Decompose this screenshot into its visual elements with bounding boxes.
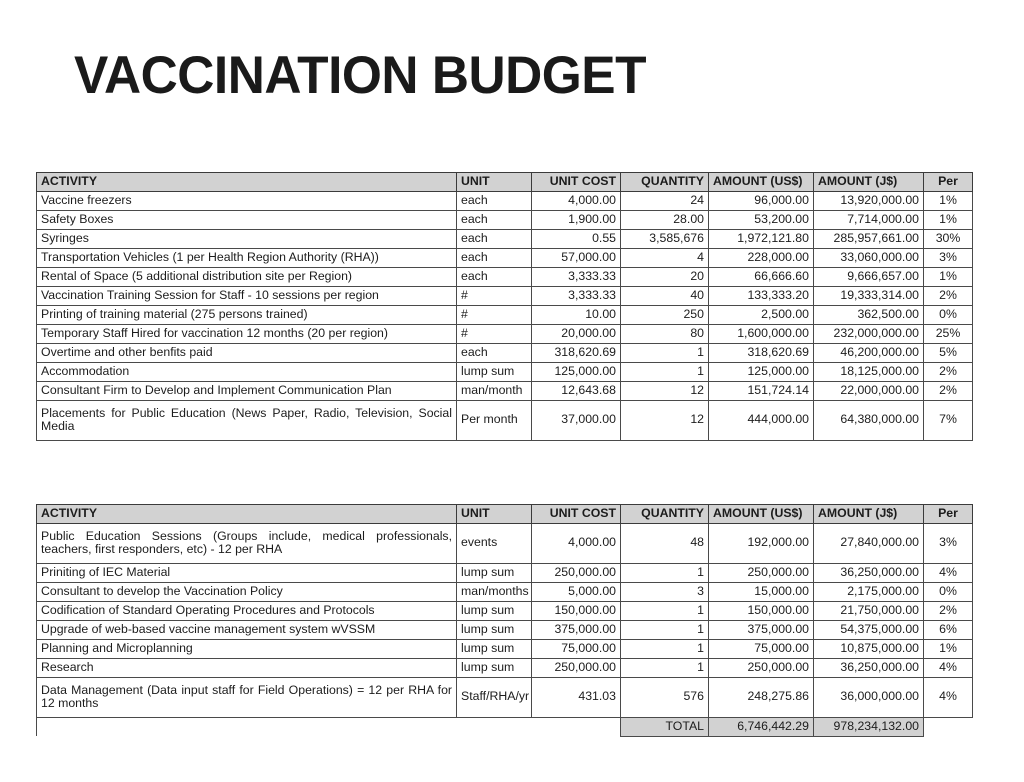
cell-unit: lump sum: [457, 563, 532, 582]
cell-unit-cost: 150,000.00: [532, 601, 621, 620]
column-header-quantity: QUANTITY: [621, 505, 709, 524]
cell-amount-usd: 2,500.00: [709, 305, 814, 324]
cell-amount-jmd: 18,125,000.00: [814, 362, 924, 381]
cell-unit-cost: 5,000.00: [532, 582, 621, 601]
cell-quantity: 250: [621, 305, 709, 324]
total-label: TOTAL: [621, 717, 709, 736]
cell-unit: each: [457, 248, 532, 267]
cell-amount-usd: 125,000.00: [709, 362, 814, 381]
column-header-per: Per: [924, 173, 973, 192]
table-row: [37, 191, 973, 210]
cell-amount-jmd: 33,060,000.00: [814, 248, 924, 267]
cell-amount-usd: 150,000.00: [709, 601, 814, 620]
budget-table-part-one: [36, 172, 973, 441]
cell-unit-cost: 10.00: [532, 305, 621, 324]
cell-unit: lump sum: [457, 601, 532, 620]
cell-unit: lump sum: [457, 620, 532, 639]
table-row: [37, 582, 973, 601]
cell-activity: Accommodation: [37, 362, 457, 381]
cell-amount-jmd: 36,000,000.00: [814, 677, 924, 717]
cell-activity: Safety Boxes: [37, 210, 457, 229]
table-row: [37, 248, 973, 267]
cell-unit: #: [457, 305, 532, 324]
cell-amount-jmd: 362,500.00: [814, 305, 924, 324]
cell-amount-jmd: 10,875,000.00: [814, 639, 924, 658]
cell-amount-usd: 250,000.00: [709, 563, 814, 582]
cell-quantity: 1: [621, 563, 709, 582]
cell-unit-cost: 3,333.33: [532, 286, 621, 305]
table-total-row: [37, 717, 973, 736]
cell-unit: each: [457, 267, 532, 286]
cell-amount-jmd: 36,250,000.00: [814, 563, 924, 582]
cell-per: 7%: [924, 400, 973, 440]
cell-activity: Priniting of IEC Material: [37, 563, 457, 582]
cell-unit-cost: 125,000.00: [532, 362, 621, 381]
cell-quantity: 12: [621, 400, 709, 440]
cell-activity: Research: [37, 658, 457, 677]
total-spacer-per: [924, 717, 973, 736]
cell-amount-usd: 96,000.00: [709, 191, 814, 210]
cell-unit: lump sum: [457, 658, 532, 677]
column-header-unit-cost: UNIT COST: [532, 173, 621, 192]
cell-per: 6%: [924, 620, 973, 639]
total-amount-usd: 6,746,442.29: [709, 717, 814, 736]
table-row: [37, 677, 973, 717]
cell-amount-jmd: 9,666,657.00: [814, 267, 924, 286]
table-row: [37, 658, 973, 677]
cell-amount-usd: 75,000.00: [709, 639, 814, 658]
cell-quantity: 80: [621, 324, 709, 343]
cell-amount-usd: 151,724.14: [709, 381, 814, 400]
cell-quantity: 24: [621, 191, 709, 210]
cell-quantity: 1: [621, 343, 709, 362]
budget-table-part-two: [36, 504, 973, 737]
cell-unit: lump sum: [457, 362, 532, 381]
cell-quantity: 1: [621, 658, 709, 677]
table-row: [37, 381, 973, 400]
cell-amount-jmd: 36,250,000.00: [814, 658, 924, 677]
cell-amount-usd: 66,666.60: [709, 267, 814, 286]
cell-per: 2%: [924, 601, 973, 620]
cell-unit: man/month: [457, 381, 532, 400]
cell-activity: Vaccination Training Session for Staff - 10 sessions per region: [37, 286, 457, 305]
cell-unit: each: [457, 191, 532, 210]
cell-per: 5%: [924, 343, 973, 362]
cell-unit-cost: 375,000.00: [532, 620, 621, 639]
cell-activity: Rental of Space (5 additional distribution site per Region): [37, 267, 457, 286]
cell-unit-cost: 4,000.00: [532, 191, 621, 210]
cell-amount-usd: 1,600,000.00: [709, 324, 814, 343]
cell-unit-cost: 250,000.00: [532, 658, 621, 677]
cell-amount-jmd: 7,714,000.00: [814, 210, 924, 229]
cell-amount-usd: 375,000.00: [709, 620, 814, 639]
column-header-quantity: QUANTITY: [621, 173, 709, 192]
table-row: [37, 620, 973, 639]
cell-unit: #: [457, 286, 532, 305]
cell-per: 25%: [924, 324, 973, 343]
total-spacer-unit-cost: [532, 717, 621, 736]
cell-unit: events: [457, 523, 532, 563]
cell-per: 1%: [924, 191, 973, 210]
cell-unit: Per month: [457, 400, 532, 440]
column-header-amount-usd: AMOUNT (US$): [709, 505, 814, 524]
cell-activity: Consultant to develop the Vaccination Policy: [37, 582, 457, 601]
column-header-unit: UNIT: [457, 173, 532, 192]
cell-per: 1%: [924, 267, 973, 286]
cell-per: 4%: [924, 658, 973, 677]
cell-quantity: 1: [621, 362, 709, 381]
cell-per: 4%: [924, 563, 973, 582]
cell-amount-usd: 250,000.00: [709, 658, 814, 677]
cell-amount-jmd: 46,200,000.00: [814, 343, 924, 362]
cell-quantity: 20: [621, 267, 709, 286]
table-row: [37, 400, 973, 440]
cell-amount-usd: 248,275.86: [709, 677, 814, 717]
page-title: VACCINATION BUDGET: [74, 46, 646, 105]
cell-per: 2%: [924, 362, 973, 381]
cell-amount-usd: 133,333.20: [709, 286, 814, 305]
cell-quantity: 576: [621, 677, 709, 717]
cell-amount-jmd: 27,840,000.00: [814, 523, 924, 563]
cell-activity: Consultant Firm to Develop and Implement Communication Plan: [37, 381, 457, 400]
cell-unit: #: [457, 324, 532, 343]
cell-activity: Data Management (Data input staff for Field Operations) = 12 per RHA for 12 months: [37, 677, 457, 717]
total-amount-jmd: 978,234,132.00: [814, 717, 924, 736]
table-row: [37, 229, 973, 248]
cell-per: 3%: [924, 523, 973, 563]
cell-amount-jmd: 2,175,000.00: [814, 582, 924, 601]
cell-per: 3%: [924, 248, 973, 267]
cell-unit-cost: 3,333.33: [532, 267, 621, 286]
cell-amount-usd: 318,620.69: [709, 343, 814, 362]
cell-amount-usd: 15,000.00: [709, 582, 814, 601]
table-row: [37, 362, 973, 381]
total-spacer-activity: [37, 717, 457, 736]
cell-activity: Public Education Sessions (Groups include, medical professionals, teachers, first responders, etc) - 12 per RHA: [37, 523, 457, 563]
cell-amount-jmd: 19,333,314.00: [814, 286, 924, 305]
cell-amount-usd: 228,000.00: [709, 248, 814, 267]
cell-quantity: 12: [621, 381, 709, 400]
cell-quantity: 28.00: [621, 210, 709, 229]
cell-unit-cost: 75,000.00: [532, 639, 621, 658]
cell-quantity: 1: [621, 620, 709, 639]
cell-activity: Printing of training material (275 persons trained): [37, 305, 457, 324]
cell-per: 30%: [924, 229, 973, 248]
cell-per: 1%: [924, 639, 973, 658]
column-header-unit-cost: UNIT COST: [532, 505, 621, 524]
cell-amount-jmd: 22,000,000.00: [814, 381, 924, 400]
column-header-amount-usd: AMOUNT (US$): [709, 173, 814, 192]
cell-unit-cost: 1,900.00: [532, 210, 621, 229]
cell-per: 2%: [924, 381, 973, 400]
cell-quantity: 1: [621, 601, 709, 620]
cell-unit: man/months: [457, 582, 532, 601]
cell-unit: each: [457, 210, 532, 229]
cell-amount-usd: 1,972,121.80: [709, 229, 814, 248]
cell-activity: Placements for Public Education (News Paper, Radio, Television, Social Media: [37, 400, 457, 440]
table-header-row: [37, 505, 973, 524]
cell-activity: Transportation Vehicles (1 per Health Region Authority (RHA)): [37, 248, 457, 267]
cell-activity: Vaccine freezers: [37, 191, 457, 210]
cell-unit-cost: 250,000.00: [532, 563, 621, 582]
cell-unit: each: [457, 229, 532, 248]
cell-unit-cost: 318,620.69: [532, 343, 621, 362]
column-header-activity: ACTIVITY: [37, 173, 457, 192]
cell-unit: lump sum: [457, 639, 532, 658]
cell-quantity: 3: [621, 582, 709, 601]
cell-per: 4%: [924, 677, 973, 717]
table-row: [37, 210, 973, 229]
table-row: [37, 601, 973, 620]
cell-unit: Staff/RHA/yr: [457, 677, 532, 717]
cell-unit-cost: 57,000.00: [532, 248, 621, 267]
cell-unit-cost: 37,000.00: [532, 400, 621, 440]
cell-per: 2%: [924, 286, 973, 305]
cell-activity: Temporary Staff Hired for vaccination 12 months (20 per region): [37, 324, 457, 343]
column-header-amount-jmd: AMOUNT (J$): [814, 505, 924, 524]
table-row: [37, 639, 973, 658]
cell-activity: Planning and Microplanning: [37, 639, 457, 658]
cell-amount-usd: 444,000.00: [709, 400, 814, 440]
cell-amount-usd: 192,000.00: [709, 523, 814, 563]
table-row: [37, 305, 973, 324]
cell-activity: Syringes: [37, 229, 457, 248]
cell-amount-jmd: 285,957,661.00: [814, 229, 924, 248]
cell-activity: Overtime and other benfits paid: [37, 343, 457, 362]
cell-amount-jmd: 13,920,000.00: [814, 191, 924, 210]
table-header-row: [37, 173, 973, 192]
cell-unit: each: [457, 343, 532, 362]
cell-unit-cost: 0.55: [532, 229, 621, 248]
cell-amount-usd: 53,200.00: [709, 210, 814, 229]
cell-quantity: 1: [621, 639, 709, 658]
table-row: [37, 286, 973, 305]
cell-per: 0%: [924, 582, 973, 601]
cell-unit-cost: 12,643.68: [532, 381, 621, 400]
table-row: [37, 324, 973, 343]
cell-quantity: 3,585,676: [621, 229, 709, 248]
cell-per: 1%: [924, 210, 973, 229]
table-row: [37, 343, 973, 362]
cell-amount-jmd: 21,750,000.00: [814, 601, 924, 620]
column-header-per: Per: [924, 505, 973, 524]
cell-amount-jmd: 54,375,000.00: [814, 620, 924, 639]
cell-amount-jmd: 64,380,000.00: [814, 400, 924, 440]
table-row: [37, 563, 973, 582]
cell-activity: Upgrade of web-based vaccine management system wVSSM: [37, 620, 457, 639]
cell-unit-cost: 4,000.00: [532, 523, 621, 563]
cell-quantity: 4: [621, 248, 709, 267]
cell-unit-cost: 20,000.00: [532, 324, 621, 343]
column-header-activity: ACTIVITY: [37, 505, 457, 524]
table-row: [37, 523, 973, 563]
cell-quantity: 48: [621, 523, 709, 563]
column-header-amount-jmd: AMOUNT (J$): [814, 173, 924, 192]
total-spacer-unit: [457, 717, 532, 736]
cell-activity: Codification of Standard Operating Procedures and Protocols: [37, 601, 457, 620]
cell-unit-cost: 431.03: [532, 677, 621, 717]
cell-quantity: 40: [621, 286, 709, 305]
cell-per: 0%: [924, 305, 973, 324]
column-header-unit: UNIT: [457, 505, 532, 524]
table-row: [37, 267, 973, 286]
cell-amount-jmd: 232,000,000.00: [814, 324, 924, 343]
